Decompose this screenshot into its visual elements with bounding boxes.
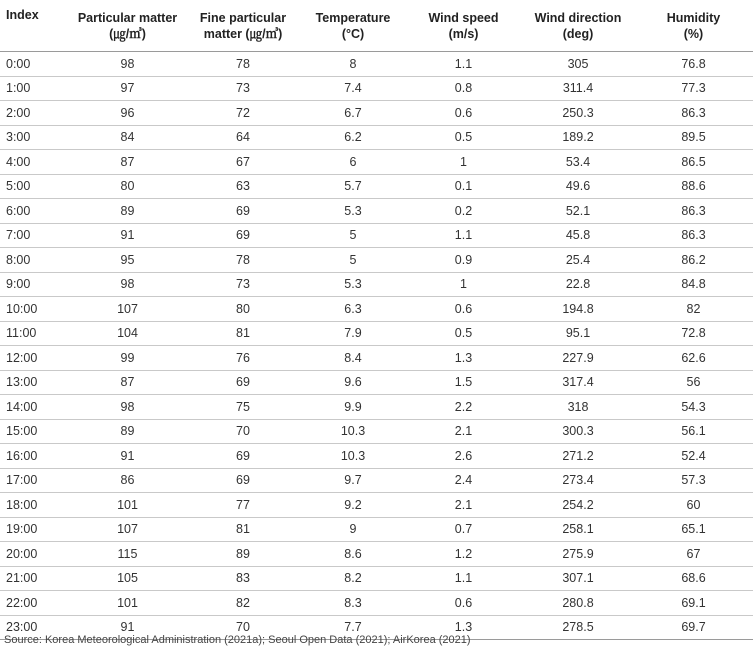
table-cell-wind-direction: 305 [522, 52, 634, 77]
column-header-humidity [634, 0, 753, 52]
table-cell-wind-speed: 2.2 [405, 395, 522, 420]
table-cell-wind-direction: 318 [522, 395, 634, 420]
table-cell-index: 19:00 [0, 517, 70, 542]
table-cell-wind-speed: 1.3 [405, 346, 522, 371]
table-row [0, 297, 753, 322]
table-cell-fine-particular-matter: 70 [185, 615, 301, 640]
table-cell-wind-speed: 0.8 [405, 76, 522, 101]
table-cell-fine-particular-matter: 82 [185, 591, 301, 616]
table-cell-index: 1:00 [0, 76, 70, 101]
table-cell-index: 16:00 [0, 444, 70, 469]
table-cell-fine-particular-matter: 73 [185, 76, 301, 101]
table-cell-wind-speed: 2.1 [405, 419, 522, 444]
table-cell-wind-direction: 52.1 [522, 199, 634, 224]
table-cell-humidity: 86.5 [634, 150, 753, 175]
table-cell-temperature: 5.3 [301, 272, 405, 297]
table-body [0, 52, 753, 640]
table-cell-temperature: 7.9 [301, 321, 405, 346]
table-cell-temperature: 9.7 [301, 468, 405, 493]
table-cell-wind-direction: 53.4 [522, 150, 634, 175]
table-cell-wind-speed: 0.6 [405, 101, 522, 126]
column-header-index [0, 0, 70, 52]
column-header-temperature [301, 0, 405, 52]
table-cell-humidity: 84.8 [634, 272, 753, 297]
table-cell-wind-speed: 0.1 [405, 174, 522, 199]
table-cell-fine-particular-matter: 77 [185, 493, 301, 518]
table-row [0, 101, 753, 126]
column-header-fine-particular-matter [185, 0, 301, 52]
table-row [0, 346, 753, 371]
table-cell-index: 7:00 [0, 223, 70, 248]
table-cell-fine-particular-matter: 83 [185, 566, 301, 591]
table-cell-temperature: 10.3 [301, 419, 405, 444]
table-cell-temperature: 8.3 [301, 591, 405, 616]
table-cell-particular-matter: 105 [70, 566, 185, 591]
table-cell-fine-particular-matter: 78 [185, 248, 301, 273]
table-cell-particular-matter: 101 [70, 493, 185, 518]
table-cell-index: 12:00 [0, 346, 70, 371]
column-header-label: Wind speed [428, 10, 499, 25]
table-row [0, 566, 753, 591]
table-cell-humidity: 54.3 [634, 395, 753, 420]
table-cell-index: 21:00 [0, 566, 70, 591]
table-row [0, 395, 753, 420]
table-cell-wind-speed: 0.5 [405, 125, 522, 150]
table-cell-wind-direction: 194.8 [522, 297, 634, 322]
table-cell-wind-speed: 0.9 [405, 248, 522, 273]
table-cell-wind-direction: 189.2 [522, 125, 634, 150]
table-cell-particular-matter: 91 [70, 223, 185, 248]
table-cell-humidity: 56.1 [634, 419, 753, 444]
table-cell-particular-matter: 95 [70, 248, 185, 273]
table-cell-wind-speed: 1.2 [405, 542, 522, 567]
table-cell-fine-particular-matter: 69 [185, 468, 301, 493]
table-cell-wind-speed: 1.5 [405, 370, 522, 395]
table-cell-wind-direction: 273.4 [522, 468, 634, 493]
table-cell-humidity: 60 [634, 493, 753, 518]
table-cell-temperature: 5 [301, 223, 405, 248]
table-row [0, 468, 753, 493]
table-cell-fine-particular-matter: 64 [185, 125, 301, 150]
table-row [0, 76, 753, 101]
table-cell-wind-direction: 275.9 [522, 542, 634, 567]
table-row [0, 272, 753, 297]
table-cell-particular-matter: 99 [70, 346, 185, 371]
table-cell-fine-particular-matter: 76 [185, 346, 301, 371]
table-row [0, 542, 753, 567]
table-cell-humidity: 68.6 [634, 566, 753, 591]
table-cell-wind-speed: 0.6 [405, 591, 522, 616]
table-cell-wind-direction: 95.1 [522, 321, 634, 346]
table-cell-humidity: 65.1 [634, 517, 753, 542]
table-cell-index: 8:00 [0, 248, 70, 273]
table-cell-temperature: 8.2 [301, 566, 405, 591]
table-cell-humidity: 69.1 [634, 591, 753, 616]
table-cell-humidity: 76.8 [634, 52, 753, 77]
table-cell-particular-matter: 107 [70, 517, 185, 542]
table-cell-particular-matter: 115 [70, 542, 185, 567]
table-cell-index: 2:00 [0, 101, 70, 126]
table-cell-index: 3:00 [0, 125, 70, 150]
table-cell-temperature: 5 [301, 248, 405, 273]
column-header-label: Wind direction [534, 10, 622, 25]
table-cell-wind-direction: 307.1 [522, 566, 634, 591]
table-cell-fine-particular-matter: 63 [185, 174, 301, 199]
table-cell-wind-speed: 0.6 [405, 297, 522, 322]
table-cell-particular-matter: 98 [70, 52, 185, 77]
table-cell-temperature: 7.7 [301, 615, 405, 640]
table-cell-particular-matter: 80 [70, 174, 185, 199]
table-cell-index: 18:00 [0, 493, 70, 518]
table-row [0, 248, 753, 273]
table-cell-particular-matter: 98 [70, 395, 185, 420]
table-cell-index: 15:00 [0, 419, 70, 444]
table-cell-wind-direction: 271.2 [522, 444, 634, 469]
table-cell-humidity: 67 [634, 542, 753, 567]
column-header-particular-matter [70, 0, 185, 52]
column-header-wind-speed [405, 0, 522, 52]
table-cell-temperature: 5.7 [301, 174, 405, 199]
table-cell-particular-matter: 89 [70, 419, 185, 444]
table-cell-index: 0:00 [0, 52, 70, 77]
table-cell-fine-particular-matter: 69 [185, 223, 301, 248]
table-cell-index: 13:00 [0, 370, 70, 395]
table-cell-index: 10:00 [0, 297, 70, 322]
table-cell-wind-direction: 258.1 [522, 517, 634, 542]
source-note: Source: Korea Meteorological Administration (2021a); Seoul Open Data (2021); AirKorea (2021) [4, 634, 471, 646]
table-cell-particular-matter: 87 [70, 150, 185, 175]
table-cell-particular-matter: 107 [70, 297, 185, 322]
column-header-unit: (%) [683, 26, 704, 41]
table-cell-index: 5:00 [0, 174, 70, 199]
table-row [0, 493, 753, 518]
table-cell-index: 6:00 [0, 199, 70, 224]
table-cell-particular-matter: 89 [70, 199, 185, 224]
table-cell-temperature: 8.6 [301, 542, 405, 567]
table-row [0, 125, 753, 150]
column-header-unit: (㎍/㎥) [109, 26, 146, 41]
table-cell-temperature: 9.6 [301, 370, 405, 395]
table-cell-wind-speed: 0.7 [405, 517, 522, 542]
table-cell-wind-direction: 227.9 [522, 346, 634, 371]
table-cell-wind-direction: 254.2 [522, 493, 634, 518]
table-cell-particular-matter: 101 [70, 591, 185, 616]
table-cell-humidity: 77.3 [634, 76, 753, 101]
table-cell-humidity: 57.3 [634, 468, 753, 493]
table-cell-particular-matter: 98 [70, 272, 185, 297]
table-cell-index: 20:00 [0, 542, 70, 567]
table-cell-fine-particular-matter: 69 [185, 199, 301, 224]
column-header-label: Particular matter [77, 10, 178, 25]
table-cell-particular-matter: 96 [70, 101, 185, 126]
table-cell-humidity: 56 [634, 370, 753, 395]
table-cell-temperature: 9.9 [301, 395, 405, 420]
column-header-unit: matter (㎍/㎥) [203, 26, 283, 41]
table-cell-wind-speed: 0.5 [405, 321, 522, 346]
table-cell-temperature: 7.4 [301, 76, 405, 101]
table-cell-fine-particular-matter: 72 [185, 101, 301, 126]
table-row [0, 370, 753, 395]
table-cell-humidity: 72.8 [634, 321, 753, 346]
table-cell-wind-speed: 1 [405, 272, 522, 297]
table-row [0, 321, 753, 346]
table-cell-wind-speed: 1.1 [405, 566, 522, 591]
table-cell-particular-matter: 104 [70, 321, 185, 346]
table-cell-particular-matter: 91 [70, 615, 185, 640]
table-cell-wind-direction: 317.4 [522, 370, 634, 395]
table-cell-index: 9:00 [0, 272, 70, 297]
table-cell-particular-matter: 97 [70, 76, 185, 101]
table-cell-wind-speed: 2.1 [405, 493, 522, 518]
table-cell-humidity: 86.3 [634, 223, 753, 248]
table-header [0, 0, 753, 52]
table-cell-wind-direction: 45.8 [522, 223, 634, 248]
column-header-label: Fine particular [199, 10, 287, 25]
table-row [0, 223, 753, 248]
table-row [0, 199, 753, 224]
table-cell-humidity: 86.3 [634, 101, 753, 126]
table-cell-wind-direction: 311.4 [522, 76, 634, 101]
table-cell-temperature: 10.3 [301, 444, 405, 469]
table-row [0, 444, 753, 469]
table-row [0, 174, 753, 199]
table-cell-particular-matter: 91 [70, 444, 185, 469]
table-cell-wind-speed: 0.2 [405, 199, 522, 224]
table-cell-temperature: 9.2 [301, 493, 405, 518]
table-cell-wind-direction: 25.4 [522, 248, 634, 273]
table-cell-wind-speed: 1.3 [405, 615, 522, 640]
table-row [0, 517, 753, 542]
table-cell-fine-particular-matter: 69 [185, 444, 301, 469]
table-cell-fine-particular-matter: 67 [185, 150, 301, 175]
table-cell-wind-direction: 22.8 [522, 272, 634, 297]
table-row [0, 419, 753, 444]
table-cell-wind-direction: 300.3 [522, 419, 634, 444]
header-row [0, 0, 753, 52]
table-cell-fine-particular-matter: 69 [185, 370, 301, 395]
column-header-label: Humidity [666, 10, 721, 25]
table-cell-fine-particular-matter: 70 [185, 419, 301, 444]
table-cell-humidity: 62.6 [634, 346, 753, 371]
column-header-unit: (deg) [562, 26, 594, 41]
table-row [0, 52, 753, 77]
table-cell-fine-particular-matter: 81 [185, 321, 301, 346]
table-cell-temperature: 6.2 [301, 125, 405, 150]
table-cell-temperature: 6.7 [301, 101, 405, 126]
table-cell-index: 22:00 [0, 591, 70, 616]
table-cell-temperature: 8 [301, 52, 405, 77]
table-cell-humidity: 89.5 [634, 125, 753, 150]
table-cell-temperature: 9 [301, 517, 405, 542]
table-cell-wind-direction: 278.5 [522, 615, 634, 640]
column-header-unit: (°C) [341, 26, 365, 41]
table-cell-particular-matter: 86 [70, 468, 185, 493]
table-row [0, 150, 753, 175]
table-cell-fine-particular-matter: 75 [185, 395, 301, 420]
table-cell-wind-direction: 280.8 [522, 591, 634, 616]
table-cell-temperature: 6.3 [301, 297, 405, 322]
column-header-label: Temperature [315, 10, 391, 25]
table-cell-particular-matter: 84 [70, 125, 185, 150]
table-cell-fine-particular-matter: 73 [185, 272, 301, 297]
table-cell-fine-particular-matter: 89 [185, 542, 301, 567]
table-cell-wind-speed: 2.6 [405, 444, 522, 469]
table-cell-humidity: 82 [634, 297, 753, 322]
column-header-wind-direction [522, 0, 634, 52]
table-cell-humidity: 88.6 [634, 174, 753, 199]
table-cell-wind-direction: 250.3 [522, 101, 634, 126]
table-cell-humidity: 69.7 [634, 615, 753, 640]
table-cell-wind-speed: 1.1 [405, 223, 522, 248]
table-cell-index: 17:00 [0, 468, 70, 493]
table-cell-temperature: 6 [301, 150, 405, 175]
table-cell-temperature: 8.4 [301, 346, 405, 371]
table-cell-index: 14:00 [0, 395, 70, 420]
table-cell-wind-speed: 2.4 [405, 468, 522, 493]
column-header-label: Index [6, 8, 39, 22]
table-cell-fine-particular-matter: 78 [185, 52, 301, 77]
table-cell-wind-direction: 49.6 [522, 174, 634, 199]
table-cell-humidity: 52.4 [634, 444, 753, 469]
table-cell-temperature: 5.3 [301, 199, 405, 224]
table-cell-humidity: 86.2 [634, 248, 753, 273]
table-row [0, 591, 753, 616]
table-cell-fine-particular-matter: 80 [185, 297, 301, 322]
table-cell-index: 23:00 [0, 615, 70, 640]
table-cell-wind-speed: 1 [405, 150, 522, 175]
column-header-unit: (m/s) [448, 26, 479, 41]
table-cell-humidity: 86.3 [634, 199, 753, 224]
table-cell-index: 4:00 [0, 150, 70, 175]
table-cell-wind-speed: 1.1 [405, 52, 522, 77]
table-cell-fine-particular-matter: 81 [185, 517, 301, 542]
table-cell-particular-matter: 87 [70, 370, 185, 395]
table-cell-index: 11:00 [0, 321, 70, 346]
